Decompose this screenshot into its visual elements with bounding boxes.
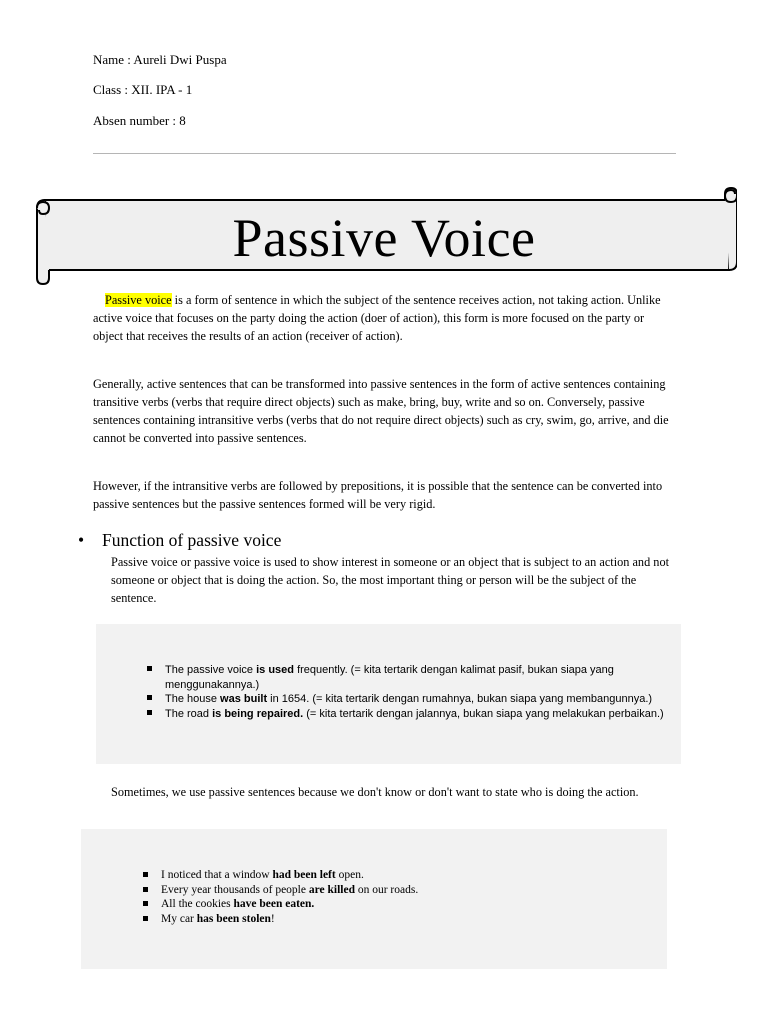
student-class: Class : XII. IPA - 1 (93, 82, 193, 97)
student-name: Name : Aureli Dwi Puspa (93, 52, 227, 67)
list-item: I noticed that a window had been left open. (143, 868, 653, 883)
intro-paragraph-3: However, if the intransitive verbs are followed by prepositions, it is possible that the sentence can be converted into passive sentences but the passive sentences formed will be very rigid. (93, 479, 663, 511)
function-heading-text: Function of passive voice (102, 530, 282, 550)
examples-box-2 (81, 829, 667, 969)
square-bullet-icon (143, 887, 148, 892)
square-bullet-icon (147, 666, 152, 671)
examples-list-2 (143, 868, 653, 926)
absen-number: Absen number : 8 (93, 113, 186, 128)
list-item: My car has been stolen! (143, 912, 653, 927)
horizontal-divider (93, 153, 676, 154)
list-item: The road is being repaired. (= kita tertarik dengan jalannya, bukan siapa yang melakukan perbaikan.) (147, 707, 672, 722)
intro-paragraph-1-text: is a form of sentence in which the subject of the sentence receives action, not taking action. Unlike active voice that focuses on the party doing the action (doer of action), this form is more focused on the party or object that receives the results of an action (receiver of action). (93, 293, 661, 343)
intro-paragraph-1 (93, 291, 677, 345)
function-description: Passive voice or passive voice is used to show interest in someone or an object that is subject to an action and not someone or object that is doing the action. So, the most important thing or person will be the subject of the sentence. (111, 555, 670, 605)
intro-paragraph-2: Generally, active sentences that can be transformed into passive sentences in the form of active sentences containing transitive verbs (verbs that require direct objects) such as make, bring, buy, write and so on. Conversely, passive sentences containing intransitive verbs (verbs that do not require direct objects) such as cry, swim, go, arrive, and die cannot be converted into passive sentences. (93, 377, 669, 445)
page-title: Passive Voice (232, 208, 536, 268)
square-bullet-icon (143, 872, 148, 877)
list-item: All the cookies have been eaten. (143, 897, 653, 912)
highlighted-term: Passive voice (105, 293, 172, 307)
square-bullet-icon (147, 710, 152, 715)
examples-list-1 (147, 663, 672, 721)
square-bullet-icon (143, 916, 148, 921)
square-bullet-icon (147, 695, 152, 700)
examples-box-1 (96, 624, 681, 764)
bullet-icon: • (78, 530, 85, 550)
square-bullet-icon (143, 901, 148, 906)
list-item: The house was built in 1654. (= kita tertarik dengan rumahnya, bukan siapa yang membangunnya.) (147, 692, 672, 707)
sometimes-paragraph: Sometimes, we use passive sentences because we don't know or don't want to state who is doing the action. (111, 785, 639, 799)
function-heading (78, 528, 281, 552)
list-item: The passive voice is used frequently. (= kita tertarik dengan kalimat pasif, bukan siapa yang menggunakannya.) (147, 663, 672, 692)
list-item: Every year thousands of people are killed on our roads. (143, 883, 653, 898)
